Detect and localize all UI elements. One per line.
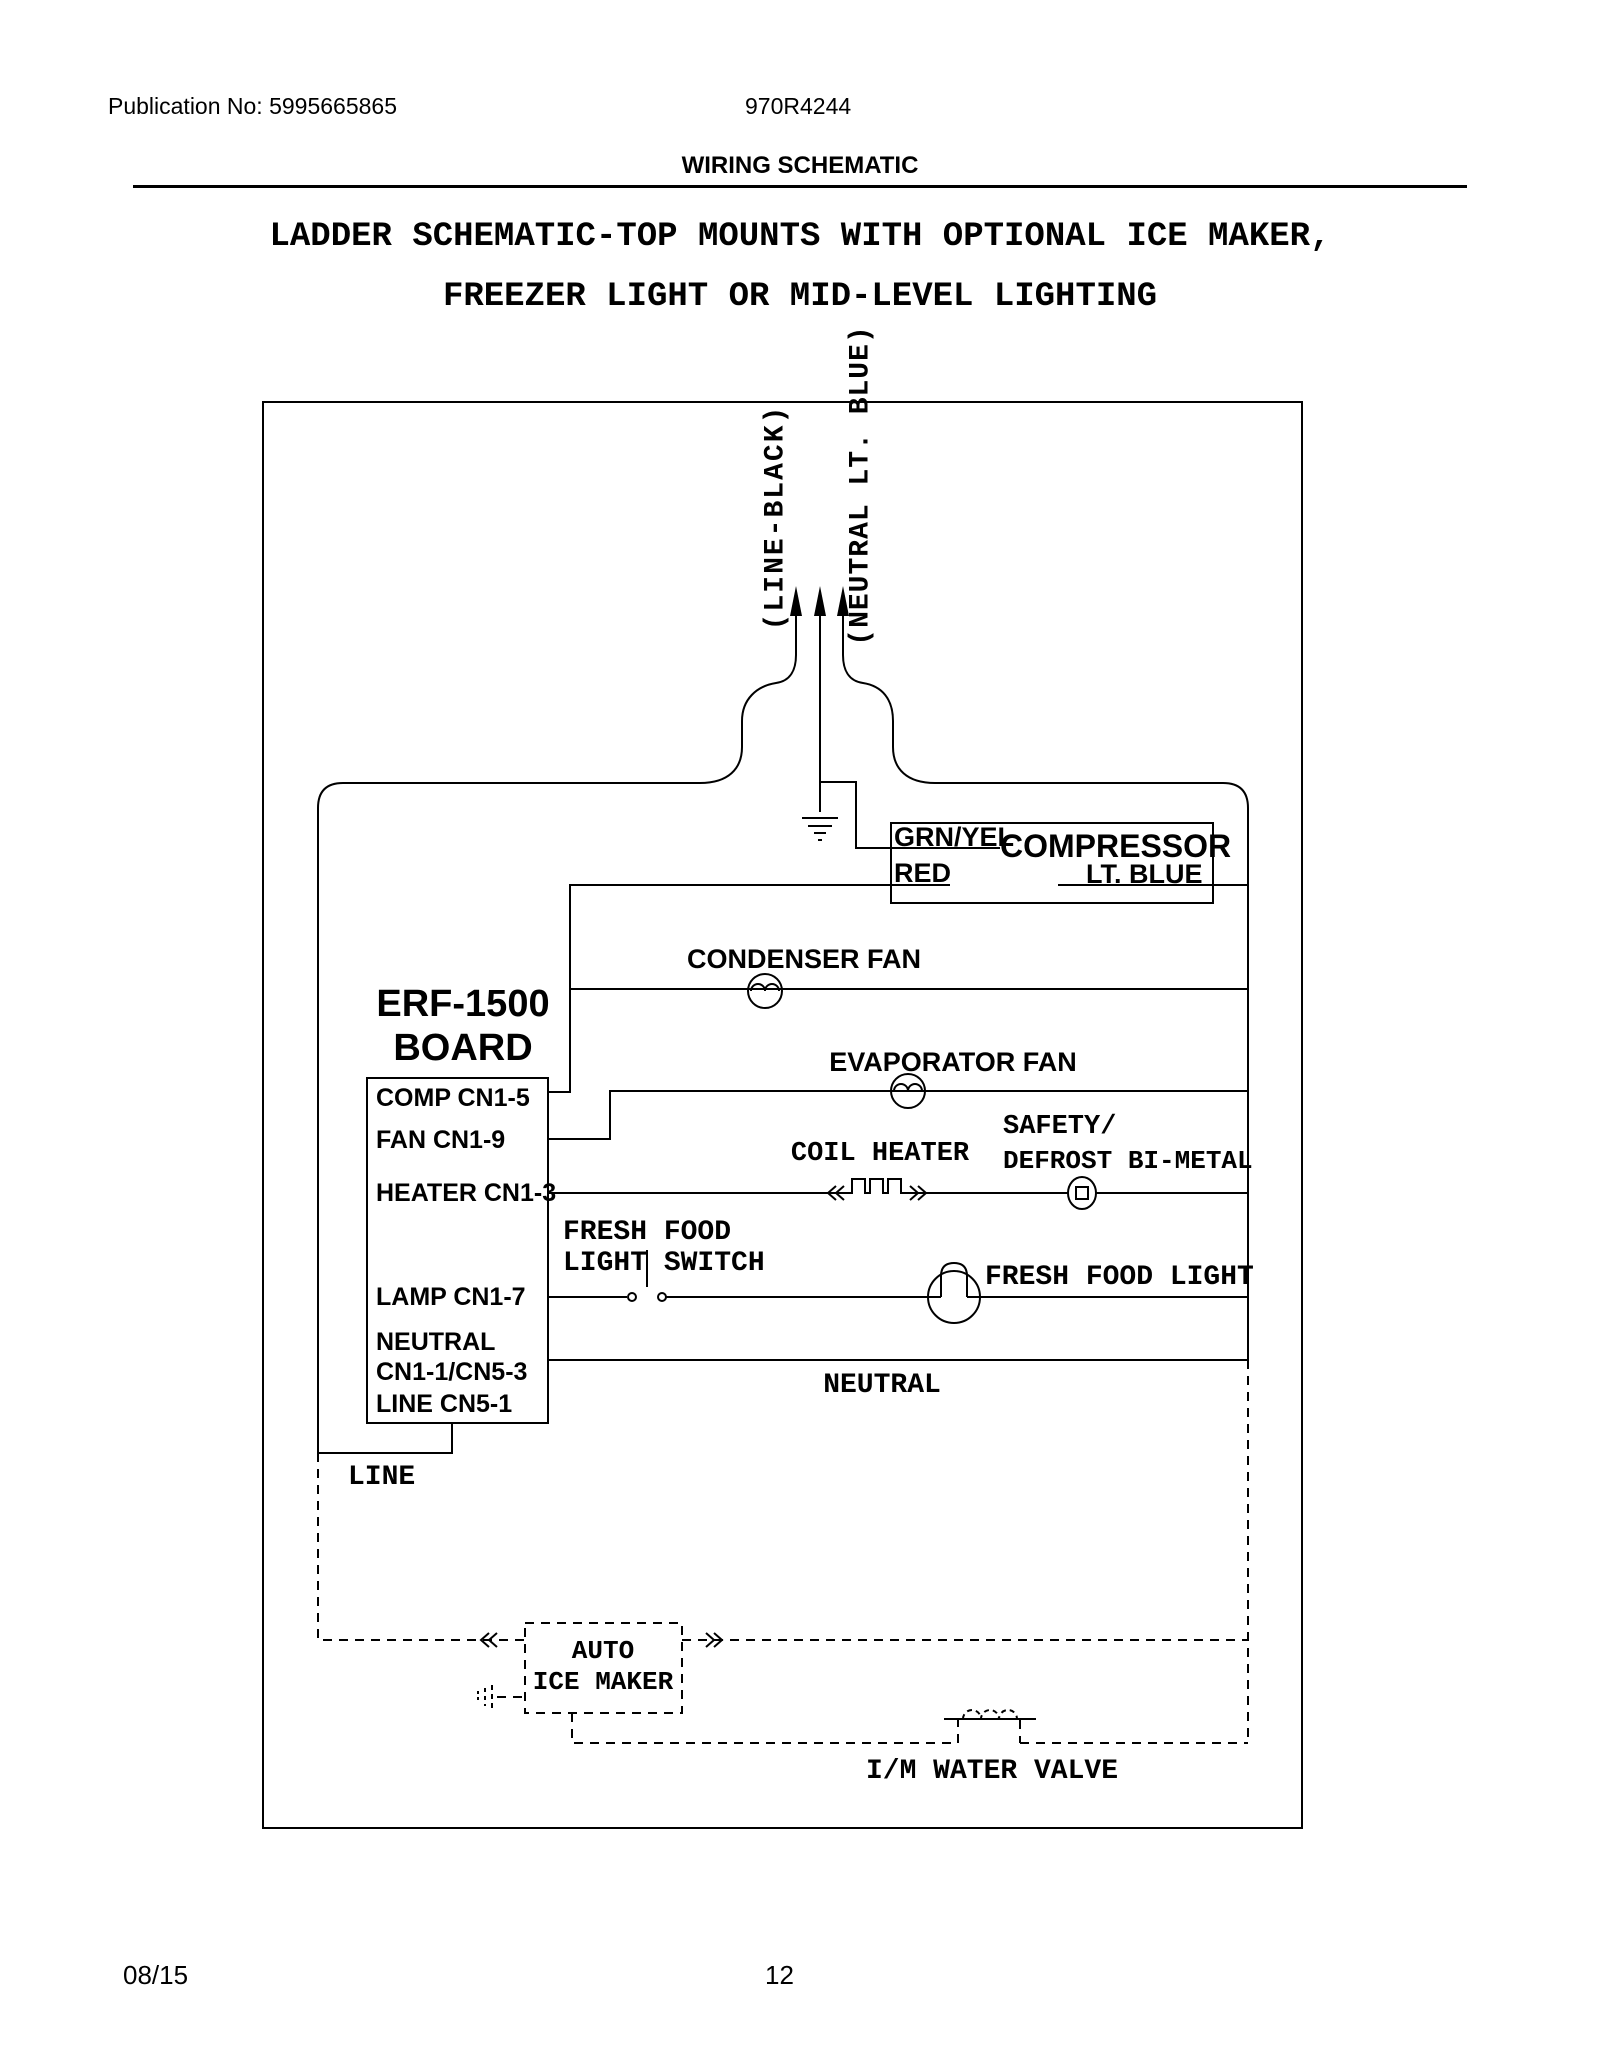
board-pin-comp: COMP CN1-5 <box>376 1084 530 1112</box>
chassis-ground-icon <box>478 1685 492 1709</box>
footer-page-number: 12 <box>765 1960 794 1990</box>
fan-motor-symbol <box>748 974 782 1008</box>
fresh-food-switch-label-line2: LIGHT SWITCH <box>563 1248 765 1279</box>
heater-element-symbol <box>848 1179 905 1193</box>
neutral-rail <box>843 614 1248 1360</box>
coil-heater-label: COIL HEATER <box>790 1139 970 1169</box>
evaporator-fan-wire <box>548 1091 1248 1139</box>
condenser-fan-label: CONDENSER FAN <box>686 944 922 974</box>
board-pin-lamp: LAMP CN1-7 <box>376 1283 526 1311</box>
line-rail-label: LINE <box>348 1462 416 1493</box>
feed-label-neutral-lt-blue: (NEUTRAL LT. BLUE) <box>845 325 877 646</box>
publication-number: Publication No: 5995665865 <box>108 93 398 119</box>
board-pin-heater: HEATER CN1-3 <box>376 1179 557 1207</box>
compressor-red-label: RED <box>894 858 952 888</box>
board-title-line1: ERF-1500 <box>376 983 550 1025</box>
earth-ground-icon <box>802 818 838 840</box>
footer-date: 08/15 <box>123 1960 189 1990</box>
evaporator-fan-label: EVAPORATOR FAN <box>829 1047 1077 1077</box>
bimetal-thermostat-symbol <box>1068 1177 1096 1209</box>
board-pin-neutral2: CN1-1/CN5-3 <box>376 1358 528 1386</box>
safety-label-line2: DEFROST BI-METAL <box>1003 1146 1253 1176</box>
board-pin-neutral: NEUTRAL <box>376 1328 496 1356</box>
board-pin-line: LINE CN5-1 <box>376 1390 513 1418</box>
up-arrow-icon <box>790 586 849 616</box>
compressor-grn-yel-label: GRN/YEL <box>894 822 1015 852</box>
ice-maker-label-line2: ICE MAKER <box>532 1667 674 1697</box>
section-heading: WIRING SCHEMATIC <box>681 152 919 179</box>
lamp-symbol <box>928 1263 980 1323</box>
feed-label-line-black: (LINE-BLACK) <box>760 404 792 631</box>
board-pin-fan: FAN CN1-9 <box>376 1126 506 1154</box>
board-title-line2: BOARD <box>393 1027 533 1069</box>
solenoid-valve-symbol <box>944 1710 1036 1719</box>
water-valve-wire <box>572 1713 1248 1743</box>
page-title-line2: FREEZER LIGHT OR MID-LEVEL LIGHTING <box>442 278 1158 316</box>
document-number: 970R4244 <box>745 93 852 119</box>
fresh-food-light-label: FRESH FOOD LIGHT <box>985 1262 1254 1293</box>
compressor-lt-blue-label: LT. BLUE <box>1086 859 1203 889</box>
safety-label-line1: SAFETY/ <box>1003 1112 1117 1142</box>
compressor-label: COMPRESSOR <box>1000 828 1232 864</box>
ice-maker-label-line1: AUTO <box>571 1636 635 1666</box>
line-wire <box>318 1423 452 1453</box>
neutral-rail-label: NEUTRAL <box>823 1370 941 1401</box>
fresh-food-switch-label-line1: FRESH FOOD <box>563 1217 732 1248</box>
page-title-line1: LADDER SCHEMATIC-TOP MOUNTS WITH OPTIONAL ICE MAKER, <box>269 218 1331 256</box>
water-valve-label: I/M WATER VALVE <box>865 1756 1119 1787</box>
